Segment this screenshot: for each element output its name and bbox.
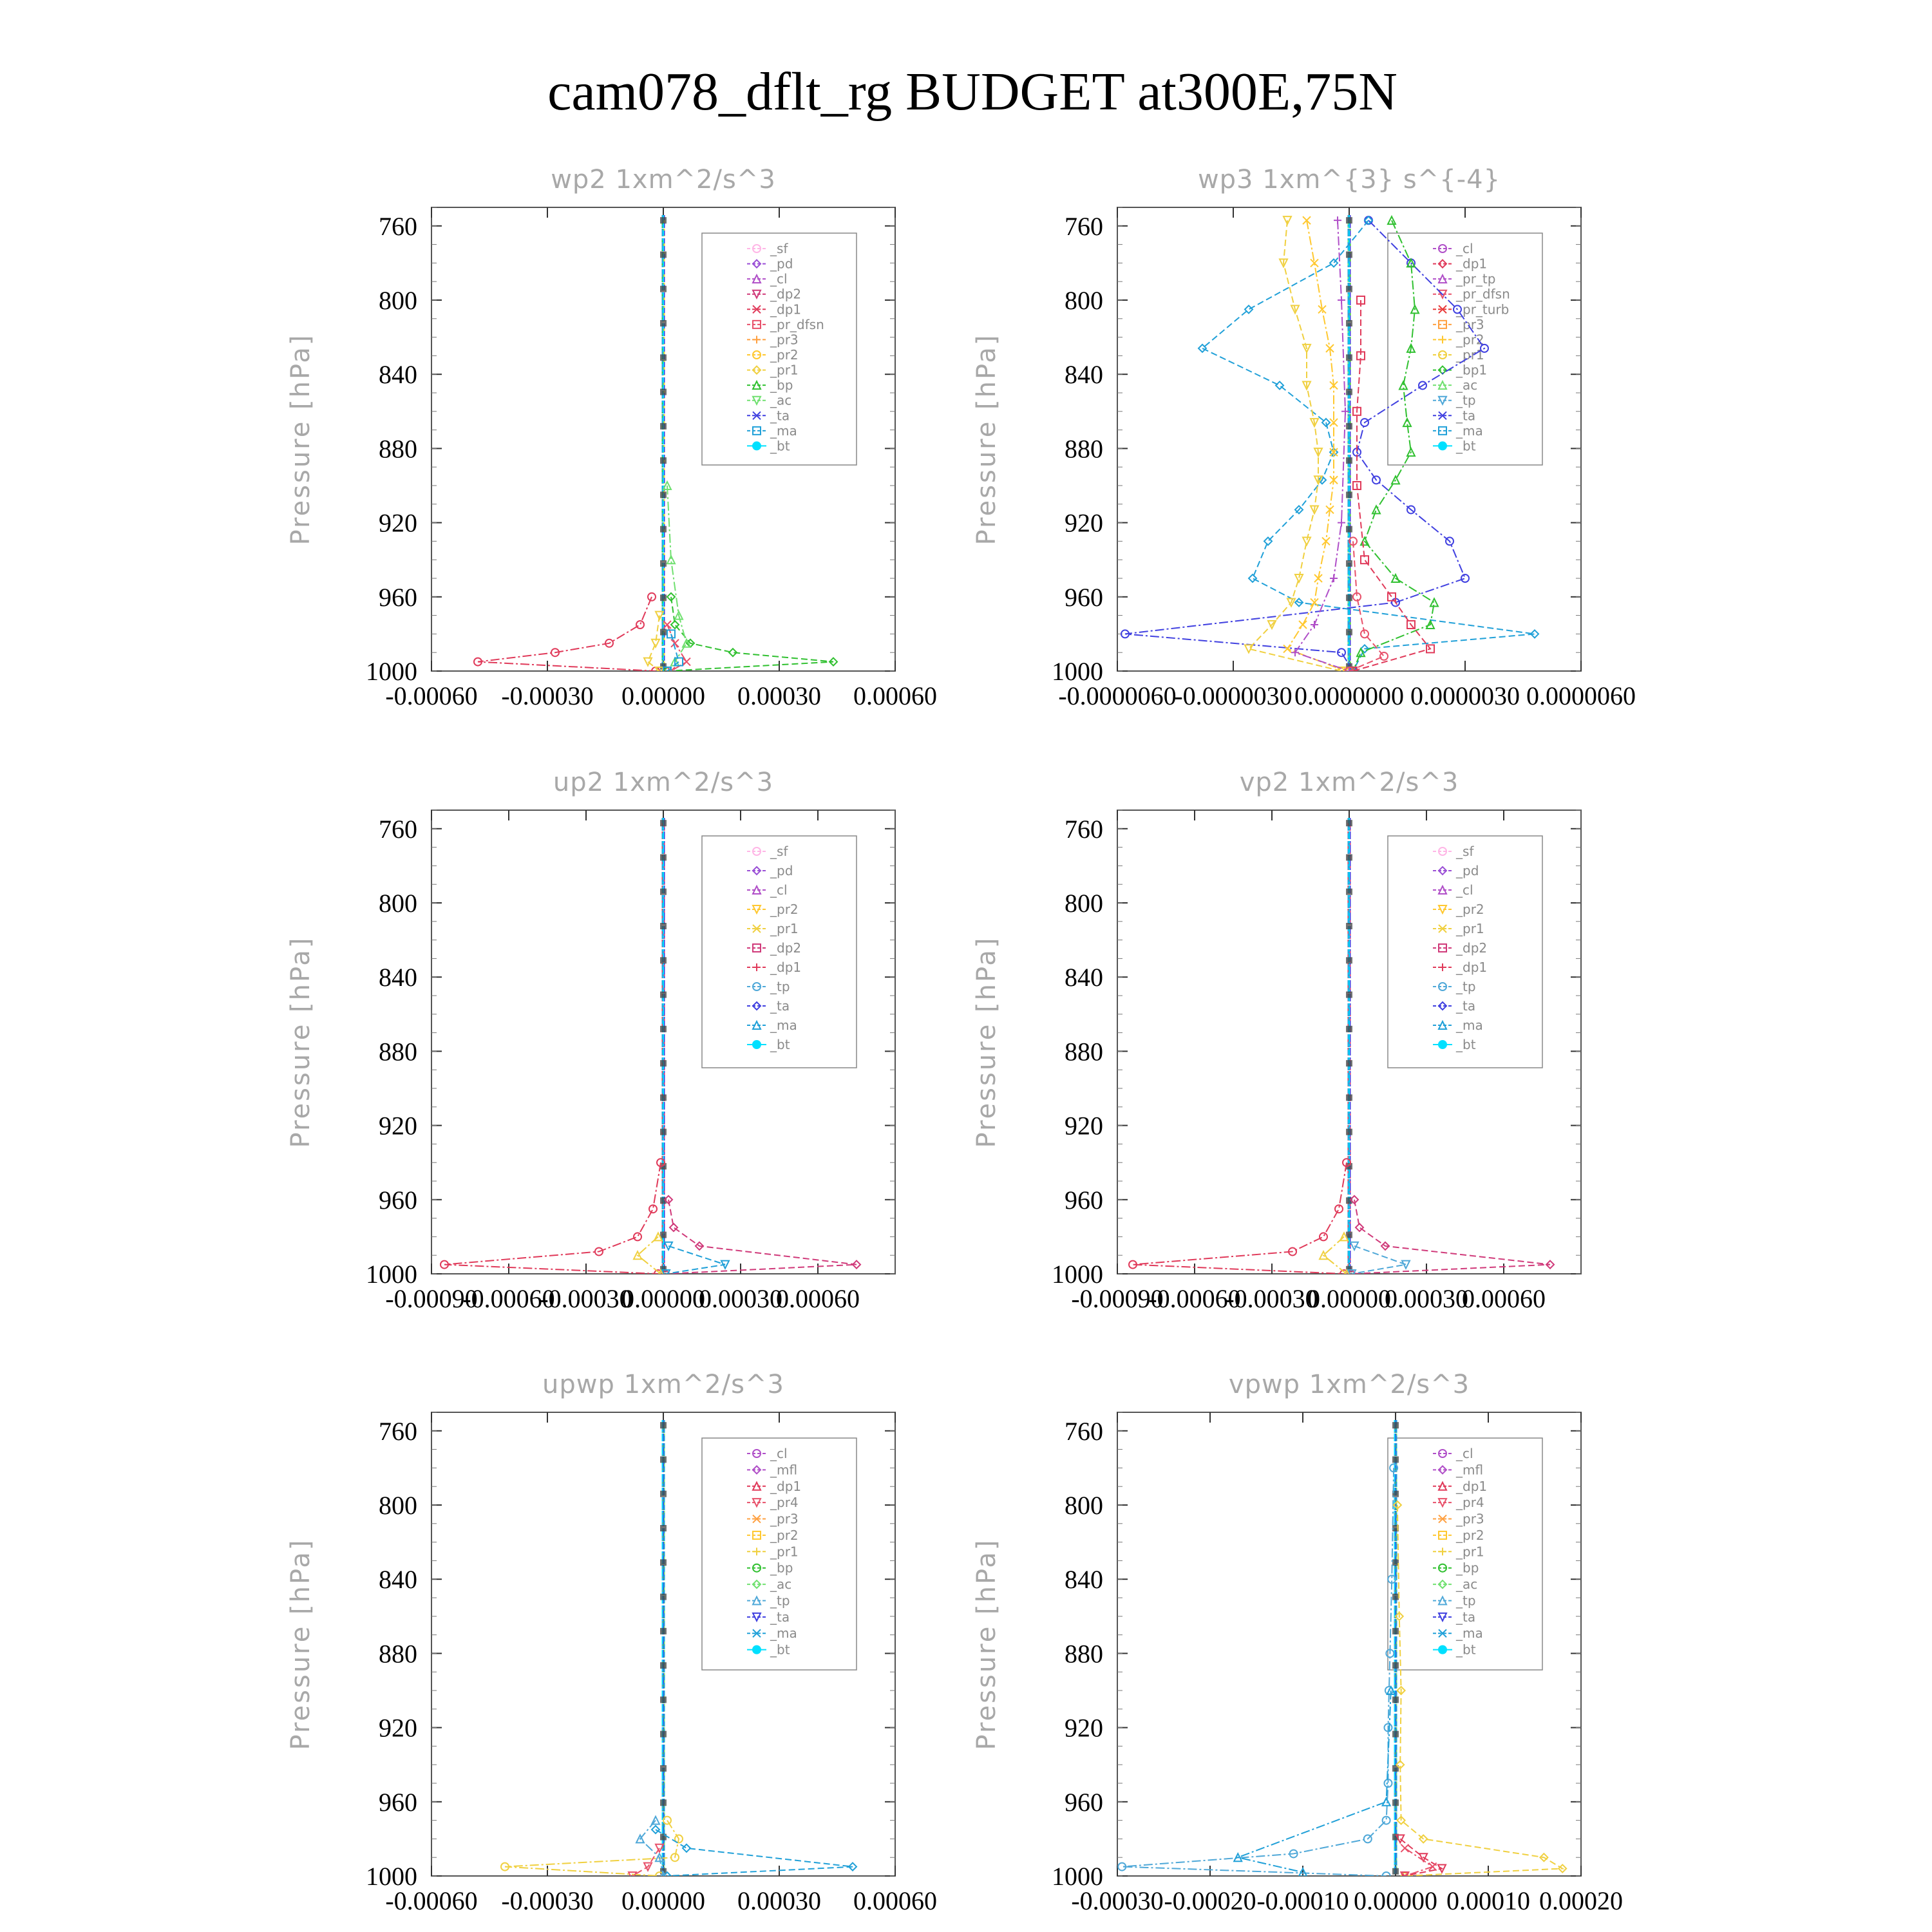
- center-marker: [660, 423, 667, 430]
- y-tick-label: 920: [379, 1111, 417, 1141]
- center-marker: [660, 1765, 667, 1772]
- legend-label: _pr4: [770, 1495, 799, 1511]
- center-marker: [1392, 1696, 1399, 1703]
- series-line-cl: [1295, 220, 1349, 671]
- center-marker: [1346, 560, 1352, 567]
- legend-label: _ma: [770, 1018, 797, 1033]
- legend-label: _cl: [770, 1446, 788, 1461]
- legend-label: _pd: [770, 256, 793, 272]
- legend-label: _pr1: [1456, 347, 1484, 363]
- panel-title: upwp 1xm^2/s^3: [542, 1370, 784, 1399]
- legend-label: _mfl: [1456, 1462, 1484, 1478]
- center-marker: [1346, 1060, 1352, 1066]
- legend-label: _pr2: [1456, 332, 1484, 348]
- series-point: [1383, 1798, 1390, 1806]
- legend-label: _cl: [770, 882, 788, 898]
- center-marker: [1392, 1594, 1399, 1600]
- series-line-pr1: [1323, 1236, 1347, 1274]
- center-marker: [1346, 457, 1352, 464]
- legend-marker: [1438, 1040, 1447, 1049]
- center-marker: [660, 491, 667, 498]
- legend-label: _dp1: [1456, 1478, 1488, 1494]
- x-tick-label: -0.00060: [385, 1886, 478, 1915]
- series-line-dp1: [1133, 1162, 1347, 1274]
- center-marker: [660, 320, 667, 327]
- legend-label: _ta: [770, 998, 790, 1014]
- legend-label: _tp: [770, 1593, 790, 1609]
- legend-label: _ta: [770, 1609, 790, 1625]
- x-tick-label: 0.00010: [1446, 1886, 1530, 1915]
- center-marker: [1346, 889, 1352, 895]
- center-marker: [1392, 1662, 1399, 1669]
- x-tick-label: 0.00060: [853, 1886, 937, 1915]
- legend-label: _ta: [1456, 1609, 1476, 1625]
- legend-label: _tp: [1456, 979, 1476, 994]
- legend-label: _tp: [1456, 392, 1476, 408]
- legend-label: _pr2: [1456, 902, 1484, 917]
- y-axis-label: Pressure [hPa]: [286, 1538, 316, 1750]
- center-marker: [660, 1731, 667, 1738]
- center-marker: [660, 1232, 667, 1238]
- center-marker: [1392, 1628, 1399, 1634]
- x-tick-label: 0.00060: [853, 681, 937, 710]
- legend-marker: [752, 1645, 761, 1654]
- x-tick-label: 0.00000: [621, 1886, 705, 1915]
- center-marker: [660, 1060, 667, 1066]
- y-tick-label: 920: [1065, 1111, 1103, 1141]
- series-point: [1402, 1261, 1410, 1269]
- x-tick-label: -0.00010: [1256, 1886, 1349, 1915]
- legend-label: _ma: [1456, 422, 1483, 439]
- series-point: [1429, 1863, 1437, 1871]
- center-marker: [660, 820, 667, 826]
- panel-title: vp2 1xm^2/s^3: [1239, 768, 1459, 797]
- x-tick-label: -0.0000030: [1174, 681, 1293, 710]
- legend-label: _bp: [1456, 1560, 1479, 1576]
- center-marker: [660, 1559, 667, 1566]
- legend-label: _bt: [770, 1037, 790, 1052]
- series-line-dp2: [666, 1200, 857, 1274]
- panel-title: up2 1xm^2/s^3: [553, 768, 774, 797]
- series-point: [1283, 645, 1291, 652]
- y-tick-label: 960: [379, 582, 417, 612]
- series-line-pr1: [1249, 220, 1341, 671]
- series-point: [1372, 506, 1380, 513]
- center-marker: [660, 217, 667, 223]
- center-marker: [1346, 491, 1352, 498]
- legend-label: _pr4: [1456, 1495, 1484, 1511]
- x-tick-label: -0.0000060: [1058, 681, 1177, 710]
- x-tick-label: -0.00030: [501, 1886, 594, 1915]
- center-marker: [660, 1594, 667, 1600]
- legend-label: _bt: [1456, 1037, 1476, 1052]
- legend-label: _cl: [1456, 1446, 1473, 1461]
- center-marker: [660, 594, 667, 601]
- center-marker: [1346, 320, 1352, 327]
- x-tick-label: 0.00000: [1307, 1284, 1391, 1313]
- center-marker: [1392, 1456, 1399, 1463]
- center-marker: [660, 457, 667, 464]
- center-marker: [1346, 217, 1352, 223]
- center-marker: [1346, 854, 1352, 860]
- x-tick-label: -0.00030: [501, 681, 594, 710]
- legend-label: _cl: [770, 271, 788, 287]
- legend-label: _bp: [770, 377, 793, 393]
- panel-5: [286, 1370, 937, 1915]
- y-tick-label: 1000: [366, 1260, 417, 1289]
- center-marker: [660, 1628, 667, 1634]
- y-tick-label: 840: [379, 1565, 417, 1595]
- legend-label: _pr2: [770, 347, 799, 363]
- legend-label: _bt: [1456, 1642, 1476, 1658]
- x-tick-label: 0.00030: [1385, 1284, 1468, 1313]
- legend-label: _pr2: [770, 902, 799, 917]
- series-line-dp2: [1352, 1200, 1550, 1274]
- y-tick-label: 800: [379, 889, 417, 918]
- series-line-dp1: [478, 597, 656, 671]
- center-marker: [660, 1094, 667, 1101]
- y-tick-label: 800: [1065, 286, 1103, 315]
- legend-label: _pr1: [770, 921, 799, 936]
- legend-label: _pr3: [1456, 1511, 1484, 1527]
- panel-3: [286, 768, 895, 1313]
- legend-label: _ac: [770, 1577, 792, 1593]
- y-tick-label: 760: [1065, 1416, 1103, 1446]
- center-marker: [1346, 820, 1352, 826]
- legend-label: _dp1: [770, 960, 802, 975]
- center-marker: [660, 526, 667, 533]
- series-point: [1320, 1233, 1327, 1240]
- legend-label: _ma: [770, 1625, 797, 1642]
- x-tick-label: -0.00090: [1071, 1284, 1164, 1313]
- center-marker: [660, 854, 667, 860]
- center-marker: [1346, 594, 1352, 601]
- x-tick-label: 0.00000: [621, 1284, 705, 1313]
- x-tick-label: 0.0000060: [1526, 681, 1636, 710]
- y-axis-label: Pressure [hPa]: [972, 1538, 1001, 1750]
- series-point: [1299, 621, 1307, 629]
- center-marker: [660, 1525, 667, 1531]
- legend-marker: [752, 441, 761, 450]
- y-tick-label: 760: [1065, 814, 1103, 844]
- legend-label: _pr_dfsn: [1456, 286, 1510, 302]
- legend-label: _pr3: [770, 1511, 799, 1527]
- y-tick-label: 1000: [1052, 1260, 1103, 1289]
- series-line-ma: [666, 1246, 725, 1274]
- series-point: [1311, 621, 1318, 629]
- x-tick-label: -0.00060: [462, 1284, 555, 1313]
- center-marker: [1346, 957, 1352, 963]
- panel-2: [972, 165, 1636, 710]
- center-marker: [1346, 1026, 1352, 1032]
- center-marker: [1392, 1422, 1399, 1428]
- legend-label: _bt: [770, 1642, 790, 1658]
- panel-title: vpwp 1xm^2/s^3: [1228, 1370, 1470, 1399]
- panel-6: [972, 1370, 1623, 1915]
- legend-label: _ma: [1456, 1625, 1483, 1642]
- legend-label: _pr3: [1456, 316, 1484, 332]
- center-marker: [660, 957, 667, 963]
- legend-label: _dp1: [1456, 960, 1488, 975]
- legend-label: _dp1: [770, 1478, 802, 1494]
- center-marker: [1346, 1232, 1352, 1238]
- y-tick-label: 760: [379, 814, 417, 844]
- y-tick-label: 960: [1065, 582, 1103, 612]
- series-line-bp: [667, 597, 833, 671]
- center-marker: [1346, 923, 1352, 929]
- y-tick-label: 880: [379, 434, 417, 464]
- legend-label: _bt: [1456, 438, 1476, 454]
- y-tick-label: 880: [379, 1639, 417, 1669]
- legend-label: _pr1: [770, 362, 799, 378]
- x-tick-label: 0.00030: [737, 681, 821, 710]
- legend-label: _pd: [770, 863, 793, 878]
- x-tick-label: 0.00030: [737, 1886, 821, 1915]
- center-marker: [660, 1662, 667, 1669]
- legend-label: _cl: [1456, 241, 1473, 256]
- x-tick-label: -0.00030: [540, 1284, 632, 1313]
- center-marker: [1346, 1094, 1352, 1101]
- legend-label: _pr_tp: [1456, 271, 1496, 287]
- y-tick-label: 920: [379, 508, 417, 538]
- legend-label: _pr1: [770, 1544, 799, 1560]
- legend-label: _bp1: [1456, 362, 1488, 378]
- x-tick-label: -0.00020: [1164, 1886, 1256, 1915]
- center-marker: [660, 354, 667, 361]
- y-axis-label: Pressure [hPa]: [286, 333, 316, 545]
- center-marker: [660, 1696, 667, 1703]
- y-tick-label: 1000: [1052, 1862, 1103, 1891]
- legend-label: _sf: [770, 844, 788, 859]
- legend-label: _ta: [1456, 408, 1476, 424]
- legend-label: _tp: [1456, 1593, 1476, 1609]
- legend-label: _ac: [1456, 1577, 1478, 1593]
- center-marker: [1346, 423, 1352, 430]
- x-tick-label: 0.00060: [1462, 1284, 1546, 1313]
- series-point: [1401, 1844, 1408, 1852]
- center-marker: [660, 560, 667, 567]
- y-tick-label: 920: [1065, 508, 1103, 538]
- y-tick-label: 880: [1065, 1639, 1103, 1669]
- y-tick-label: 960: [379, 1185, 417, 1215]
- series-point: [683, 658, 690, 666]
- y-axis-label: Pressure [hPa]: [286, 936, 316, 1148]
- legend-marker: [752, 1040, 761, 1049]
- y-tick-label: 880: [379, 1037, 417, 1066]
- y-tick-label: 1000: [366, 1862, 417, 1891]
- center-marker: [660, 1834, 667, 1841]
- legend-label: _pr_dfsn: [770, 316, 824, 332]
- series-point: [1330, 574, 1338, 582]
- panel-4: [972, 768, 1581, 1313]
- legend-label: _ma: [770, 422, 797, 439]
- y-tick-label: 880: [1065, 1037, 1103, 1066]
- center-marker: [660, 923, 667, 929]
- y-tick-label: 920: [1065, 1713, 1103, 1743]
- legend-label: _bt: [770, 438, 790, 454]
- y-tick-label: 840: [1065, 963, 1103, 992]
- center-marker: [1346, 526, 1352, 533]
- legend-label: _pr1: [1456, 1544, 1484, 1560]
- center-marker: [660, 1422, 667, 1428]
- series-point: [1380, 652, 1388, 660]
- y-tick-label: 760: [379, 1416, 417, 1446]
- legend-label: _ac: [770, 392, 792, 408]
- series-line-dp1: [444, 1162, 661, 1274]
- y-tick-label: 880: [1065, 434, 1103, 464]
- y-tick-label: 840: [1065, 360, 1103, 390]
- center-marker: [1346, 354, 1352, 361]
- legend-label: _cl: [1456, 882, 1473, 898]
- legend-label: _dp1: [770, 301, 802, 317]
- panel-title: wp2 1xm^2/s^3: [551, 165, 776, 194]
- legend-label: _sf: [1456, 844, 1474, 859]
- legend-label: _dp2: [770, 940, 802, 956]
- x-tick-label: -0.00060: [1148, 1284, 1241, 1313]
- center-marker: [1392, 1799, 1399, 1806]
- series-point: [1334, 216, 1341, 224]
- panel-title: wp3 1xm^{3} s^{-4}: [1197, 165, 1501, 194]
- center-marker: [1392, 1868, 1399, 1875]
- x-tick-label: 0.00030: [699, 1284, 782, 1313]
- center-marker: [1392, 1731, 1399, 1738]
- legend-label: _pd: [1456, 863, 1479, 878]
- series-point: [1461, 574, 1469, 582]
- legend-label: _sf: [770, 241, 788, 256]
- legend-label: _pr1: [1456, 921, 1484, 936]
- center-marker: [660, 389, 667, 395]
- center-marker: [1346, 1129, 1352, 1135]
- legend-marker: [1438, 441, 1447, 450]
- y-tick-label: 920: [379, 1713, 417, 1743]
- y-axis-label: Pressure [hPa]: [972, 936, 1001, 1148]
- center-marker: [1346, 992, 1352, 998]
- y-tick-label: 800: [1065, 1491, 1103, 1520]
- series-point: [1338, 519, 1345, 527]
- legend-label: _mfl: [770, 1462, 798, 1478]
- x-tick-label: 0.00000: [621, 681, 705, 710]
- series-line-pr1: [638, 1236, 661, 1274]
- y-tick-label: 1000: [1052, 657, 1103, 686]
- center-marker: [660, 1026, 667, 1032]
- y-tick-label: 840: [379, 963, 417, 992]
- y-tick-label: 960: [1065, 1787, 1103, 1817]
- y-tick-label: 760: [379, 211, 417, 241]
- legend-label: _ac: [1456, 377, 1478, 393]
- series-line-ma: [1238, 1690, 1391, 1872]
- y-tick-label: 800: [379, 286, 417, 315]
- legend-label: _bp: [770, 1560, 793, 1576]
- y-tick-label: 840: [379, 360, 417, 390]
- legend-label: _pr2: [1456, 1527, 1484, 1543]
- center-marker: [660, 1799, 667, 1806]
- series-line-ma: [656, 1830, 853, 1876]
- center-marker: [660, 286, 667, 292]
- center-marker: [660, 251, 667, 258]
- figure-title: cam078_dflt_rg BUDGET at300E,75N: [547, 62, 1397, 122]
- legend-label: _dp1: [1456, 256, 1488, 272]
- series-point: [1338, 296, 1345, 304]
- x-tick-label: -0.00090: [385, 1284, 478, 1313]
- series-point: [1291, 649, 1299, 656]
- y-axis-label: Pressure [hPa]: [972, 333, 1001, 545]
- y-tick-label: 1000: [366, 657, 417, 686]
- series-line-tp: [1352, 1246, 1406, 1274]
- center-marker: [660, 1456, 667, 1463]
- series-point: [1249, 574, 1256, 582]
- x-tick-label: 0.0000030: [1410, 681, 1520, 710]
- x-tick-label: 0.00060: [776, 1284, 860, 1313]
- center-marker: [660, 1491, 667, 1497]
- x-tick-label: 0.00000: [1354, 1886, 1437, 1915]
- x-tick-label: 0.00020: [1539, 1886, 1623, 1915]
- legend-marker: [1438, 1645, 1447, 1654]
- center-marker: [660, 992, 667, 998]
- center-marker: [1346, 389, 1352, 395]
- y-tick-label: 840: [1065, 1565, 1103, 1595]
- legend-label: _ta: [770, 408, 790, 424]
- y-tick-label: 800: [379, 1491, 417, 1520]
- legend-label: _tp: [770, 979, 790, 994]
- legend-label: _dp2: [770, 286, 802, 302]
- y-tick-label: 960: [379, 1787, 417, 1817]
- y-tick-label: 800: [1065, 889, 1103, 918]
- legend-label: _ma: [1456, 1018, 1483, 1033]
- series-point: [634, 1233, 641, 1240]
- x-tick-label: -0.00060: [385, 681, 478, 710]
- x-tick-label: -0.00030: [1071, 1886, 1164, 1915]
- center-marker: [1346, 251, 1352, 258]
- legend-label: _pr2: [770, 1527, 799, 1543]
- x-tick-label: 0.0000000: [1294, 681, 1404, 710]
- center-marker: [1346, 286, 1352, 292]
- x-tick-label: -0.00030: [1226, 1284, 1318, 1313]
- legend-label: _pr_turb: [1456, 301, 1510, 317]
- center-marker: [660, 889, 667, 895]
- center-marker: [1346, 629, 1352, 636]
- center-marker: [660, 629, 667, 636]
- center-marker: [660, 1129, 667, 1135]
- series-line-tp: [640, 1821, 663, 1876]
- y-tick-label: 760: [1065, 211, 1103, 241]
- series-point: [636, 621, 644, 629]
- y-tick-label: 960: [1065, 1185, 1103, 1215]
- legend-label: _pr3: [770, 332, 799, 348]
- legend-label: _dp2: [1456, 940, 1488, 956]
- panel-1: [286, 165, 937, 710]
- legend-label: _ta: [1456, 998, 1476, 1014]
